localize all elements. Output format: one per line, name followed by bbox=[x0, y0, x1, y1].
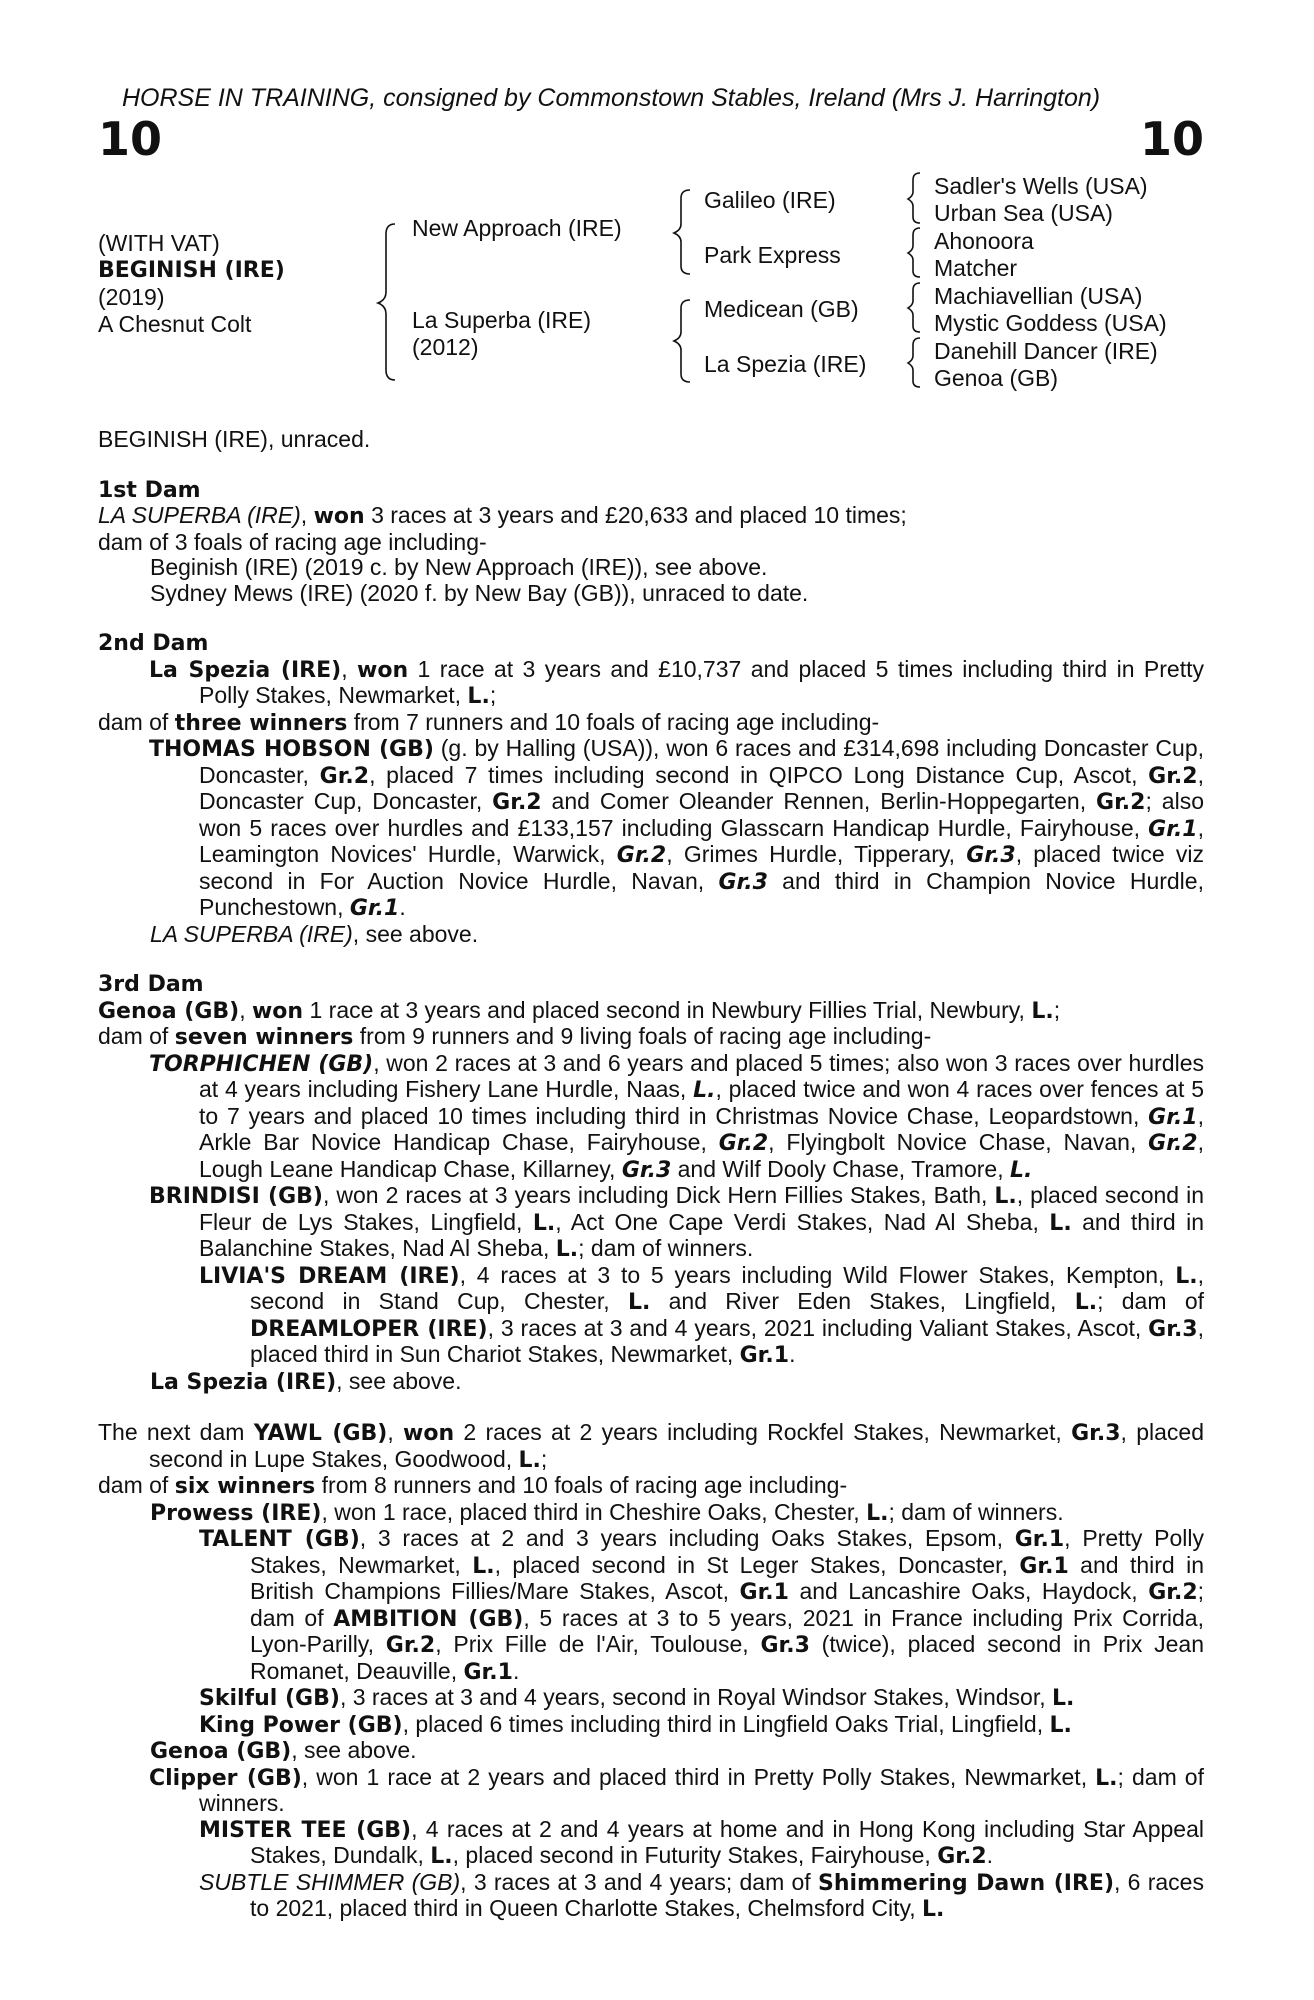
first-dam-heading: 1st Dam bbox=[98, 477, 201, 503]
second-dam-record: La Spezia (IRE), won 1 race at 3 years and £10,737 and placed 5 times including third in Pretty Polly Stakes, Newmarket, L.; bbox=[149, 655, 1204, 709]
winners-summary: dam of six winners from 8 runners and 10 foals of racing age including- bbox=[98, 1472, 848, 1499]
vat-note: (WITH VAT) bbox=[98, 230, 220, 256]
produce-entry: King Power (GB), placed 6 times including third in Lingfield Oaks Trial, Lingfield, L. bbox=[199, 1710, 1072, 1738]
third-dam-heading: 3rd Dam bbox=[98, 972, 204, 997]
dam-year: (2012) bbox=[412, 334, 479, 360]
dam-sire: Medicean (GB) bbox=[704, 296, 859, 322]
produce-entry: Prowess (IRE), won 1 race, placed third in Cheshire Oaks, Chester, L.; dam of winners. bbox=[150, 1498, 1064, 1526]
horse-name: BEGINISH (IRE) bbox=[98, 258, 285, 283]
second-dam-heading: 2nd Dam bbox=[98, 631, 209, 656]
foals-summary: dam of 3 foals of racing age including- bbox=[98, 528, 487, 555]
produce-entry: Genoa (GB), see above. bbox=[150, 1737, 417, 1764]
catalogue-header: HORSE IN TRAINING, consigned by Commonstown Stables, Ireland (Mrs J. Harrington) bbox=[122, 84, 1101, 112]
produce-entry: TALENT (GB), 3 races at 2 and 3 years including Oaks Stakes, Epsom, Gr.1, Pretty Polly Stakes, Newmarket, L., placed second in St Leger Stakes, Doncaster, Gr.1 and third in British Champions Fillies/Mare Stakes, Ascot, Gr.1 and Lancashire Oaks, Haydock, Gr.2; dam of AMBITION (GB), 5 races at 3 to 5 years, 2021 in France including Prix Corrida, Lyon-Parilly, Gr.2, Prix Fille de l'Air, Toulouse, Gr.3 (twice), placed second in Prix Jean Romanet, Deauville, Gr.1. bbox=[199, 1525, 1205, 1685]
dam bbox=[412, 307, 591, 361]
gg-dam-1: Urban Sea (USA) bbox=[934, 200, 1113, 226]
pedigree-notes bbox=[98, 427, 1204, 1923]
produce-entry: BRINDISI (GB), won 2 races at 3 years including Dick Hern Fillies Stakes, Bath, L., placed second in Fleur de Lys Stakes, Lingfield, L., Act One Cape Verdi Stakes, Nad Al Sheba, L. and third in Balanchine Stakes, Nad Al Sheba, L.; dam of winners. bbox=[149, 1182, 1204, 1262]
produce-entry: LA SUPERBA (IRE), see above. bbox=[150, 920, 479, 947]
next-dam-record: The next dam YAWL (GB), won 2 races at 2 years including Rockfel Stakes, Newmarket, Gr.3, placed second in Lupe Stakes, Goodwood, L.; bbox=[98, 1419, 1204, 1473]
horse-year: (2019) bbox=[98, 284, 165, 310]
gg-dam-4: Genoa (GB) bbox=[934, 365, 1058, 391]
gg-dam-3: Mystic Goddess (USA) bbox=[934, 310, 1167, 336]
produce-entry: Clipper (GB), won 1 race at 2 years and placed third in Pretty Polly Stakes, Newmarket, L.; dam of winners. bbox=[149, 1763, 1204, 1816]
produce-entry: MISTER TEE (GB), 4 races at 2 and 4 years at home and in Hong Kong including Star Appeal Stakes, Dundalk, L., placed second in Futurity Stakes, Fairyhouse, Gr.2. bbox=[199, 1815, 1204, 1869]
gg-sire-4: Danehill Dancer (IRE) bbox=[934, 338, 1158, 364]
foal-entry: Beginish (IRE) (2019 c. by New Approach (IRE)), see above. bbox=[150, 554, 768, 580]
winners-summary: dam of three winners from 7 runners and 10 foals of racing age including- bbox=[98, 708, 880, 736]
dam-name: LA SUPERBA (IRE) bbox=[98, 502, 301, 528]
sire: New Approach (IRE) bbox=[412, 215, 622, 241]
third-dam-record: Genoa (GB), won 1 race at 3 years and placed second in Newbury Fillies Trial, Newbury, L.; bbox=[98, 996, 1061, 1024]
sire-dam: Park Express bbox=[704, 242, 841, 268]
produce-entry: LIVIA'S DREAM (IRE), 4 races at 3 to 5 years including Wild Flower Stakes, Kempton, L., second in Stand Cup, Chester, L. and River Eden Stakes, Lingfield, L.; dam of DREAMLOPER (IRE), 3 races at 3 and 4 years, 2021 including Valiant Stakes, Ascot, Gr.3, placed third in Sun Chariot Stakes, Newmarket, Gr.1. bbox=[199, 1261, 1204, 1368]
dam-dam: La Spezia (IRE) bbox=[704, 351, 867, 377]
produce-entry: THOMAS HOBSON (GB) (g. by Halling (USA)), won 6 races and £314,698 including Doncaster Cup, Doncaster, Gr.2, placed 7 times including second in QIPCO Long Distance Cup, Ascot, Gr.2, Doncaster Cup, Doncaster, Gr.2 and Comer Oleander Rennen, Berlin-Hoppegarten, Gr.2; also won 5 races over hurdles and £133,157 including Glasscarn Handicap Hurdle, Fairyhouse, Gr.1, Leamington Novices' Hurdle, Warwick, Gr.2, Grimes Hurdle, Tipperary, Gr.3, placed twice viz second in For Auction Novice Hurdle, Navan, Gr.3 and third in Champion Novice Hurdle, Punchestown, Gr.1. bbox=[149, 735, 1205, 921]
produce-entry: La Spezia (IRE), see above. bbox=[150, 1367, 462, 1395]
sire-sire: Galileo (IRE) bbox=[704, 187, 836, 213]
gg-dam-2: Matcher bbox=[934, 255, 1018, 281]
gg-sire-3: Machiavellian (USA) bbox=[934, 283, 1143, 309]
gg-sire-1: Sadler's Wells (USA) bbox=[934, 173, 1148, 199]
dam-name: La Superba (IRE) bbox=[412, 307, 591, 333]
gg-sire-2: Ahonoora bbox=[934, 228, 1034, 254]
winners-summary: dam of seven winners from 9 runners and 9 living foals of racing age including- bbox=[98, 1023, 932, 1050]
lot-number-right: 10 bbox=[1139, 112, 1204, 166]
produce-entry: Skilful (GB), 3 races at 3 and 4 years, second in Royal Windsor Stakes, Windsor, L. bbox=[199, 1684, 1075, 1711]
produce-entry: SUBTLE SHIMMER (GB), 3 races at 3 and 4 years; dam of Shimmering Dawn (IRE), 6 races to 2021, placed third in Queen Charlotte Stakes, Chelmsford City, L. bbox=[199, 1868, 1204, 1922]
lot-number-left: 10 bbox=[98, 112, 163, 166]
intro: BEGINISH (IRE), unraced. bbox=[98, 426, 371, 452]
won-label: won bbox=[313, 504, 365, 529]
foal-entry: Sydney Mews (IRE) (2020 f. by New Bay (GB)), unraced to date. bbox=[150, 579, 809, 606]
produce-entry: TORPHICHEN (GB), won 2 races at 3 and 6 years and placed 5 times; also won 3 races over hurdles at 4 years including Fishery Lane Hurdle, Naas, L., placed twice and won 4 races over fences at 5 to 7 years and placed 10 times including third in Christmas Novice Chase, Leopardstown, Gr.1, Arkle Bar Novice Handicap Chase, Fairyhouse, Gr.2, Flyingbolt Novice Chase, Navan, Gr.2, Lough Leane Handicap Chase, Killarney, Gr.3 and Wilf Dooly Chase, Tramore, L. bbox=[149, 1049, 1204, 1183]
first-dam-record: LA SUPERBA (IRE), won 3 races at 3 years and £20,633 and placed 10 times; bbox=[98, 502, 907, 529]
horse-description: A Chesnut Colt bbox=[98, 311, 252, 337]
